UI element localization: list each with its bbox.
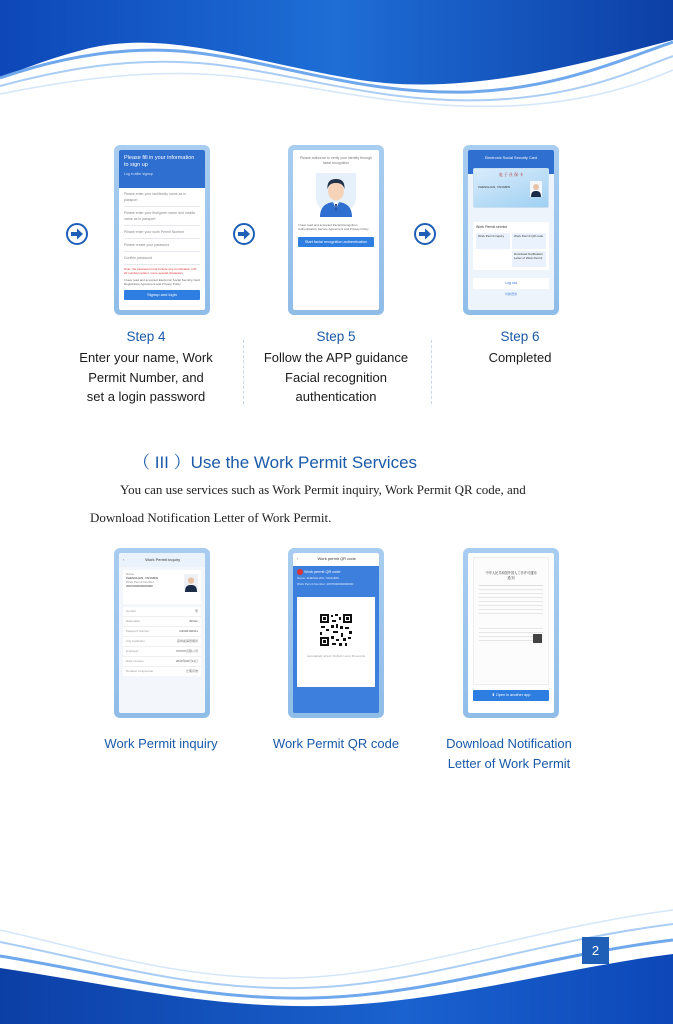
inquiry-screen-phone: [114, 548, 210, 718]
caption-letter-line: Download Notification: [446, 736, 572, 751]
card-title: 电 子 社 保 卡: [498, 172, 524, 177]
signup-screen-phone: [114, 145, 210, 315]
name-label: Name: [126, 572, 135, 576]
inquiry-row: Nationality Britain: [123, 617, 201, 627]
step5-desc-line: Facial recognition: [285, 369, 387, 385]
inquiry-row: Gender 男: [123, 607, 201, 617]
back-chevron-icon[interactable]: ‹: [297, 556, 299, 561]
letter-screen-phone: [463, 548, 559, 718]
face-start-button[interactable]: Start facial recognition authentication: [298, 237, 374, 247]
letter-screen: [468, 553, 554, 713]
caption-letter: [430, 734, 588, 773]
letter-title: 中华人民共和国外国人工作许可通知: [485, 571, 537, 575]
arrow-right-circle-icon: [233, 223, 255, 245]
card-name: ZHENGLIAN, YANGBIN: [478, 185, 511, 189]
qr-name: Name: ZHENGLIAN, YANGBIN: [297, 576, 339, 580]
signup-agree[interactable]: I have read and accepted Electronic Social Security Card Registration Agreement and Privacy Policy: [124, 278, 200, 286]
inquiry-row: Employer XXXXX有限公司: [123, 647, 201, 657]
tile-qr[interactable]: Work Permit QR code: [512, 233, 546, 249]
step4-title: Step 4: [126, 329, 166, 344]
arrow-right-circle-icon: [66, 223, 88, 245]
open-in-another-app-label: Open in another app: [495, 693, 531, 697]
signup-header-sub: Log in after signup: [124, 172, 153, 176]
download-icon: ⬇: [491, 693, 495, 697]
holder-photo-icon: [184, 574, 198, 592]
signup-header-title: Please fill in your information to sign up: [124, 155, 195, 168]
card-photo-icon: [530, 181, 542, 197]
back-chevron-icon[interactable]: ‹: [123, 557, 125, 562]
qr-banner-title: Work permit QR code: [304, 570, 341, 574]
step6-title: Step 6: [500, 329, 540, 344]
card-header: Electronic Social Security Card: [468, 150, 554, 174]
qr-screen-phone: [288, 548, 384, 718]
service-title: Work Permit service: [476, 225, 508, 229]
signup-button[interactable]: Signup and login: [124, 290, 200, 300]
inquiry-header: [119, 553, 205, 567]
card-screen: [468, 150, 554, 310]
card-screen-phone: [463, 145, 559, 315]
step5-title: Step 5: [316, 329, 356, 344]
name-value: ZHENGLIAN, YANGBIN: [126, 576, 159, 580]
qr-screen: [293, 553, 379, 713]
inquiry-row: City Institution 深圳前海管理局: [123, 637, 201, 647]
open-in-another-app-button[interactable]: [473, 690, 549, 701]
tile-inquiry[interactable]: Work Permit inquiry: [476, 233, 510, 249]
face-screen-phone: [288, 145, 384, 315]
signup-field-firstname[interactable]: Please enter your first/given name and middle name as in passport: [124, 211, 196, 221]
step5-desc: [256, 348, 416, 407]
step5-desc-line: authentication: [295, 389, 377, 404]
caption-letter-line: Letter of Work Permit: [447, 755, 571, 771]
step5-desc-line: Follow the APP guidance: [263, 350, 409, 365]
inquiry-row: Date of Issue 2020年08月11日: [123, 657, 201, 667]
column-divider: [431, 340, 432, 404]
inquiry-row: Duration of approval 长期有效: [126, 669, 198, 673]
column-divider: [243, 340, 244, 404]
step4-desc-line: Enter your name, Work: [79, 350, 213, 365]
arrow-right-circle-icon: [414, 223, 436, 245]
inquiry-details: [123, 607, 201, 676]
face-agree[interactable]: I have read and accepted Facial Recognition Authentication Service Agreement and Privacy Policy: [298, 223, 369, 231]
section-paragraph-line2: Download Notification Letter of Work Permit.: [90, 510, 332, 525]
qr-header-title: Work permit QR code: [317, 556, 356, 561]
number-label: Work Permit Number: [126, 580, 154, 584]
face-avatar-icon: [312, 169, 360, 219]
step4-desc-line: Permit Number, and: [88, 369, 204, 385]
qr-header: [293, 553, 379, 566]
inquiry-header-title: Work Permit inquiry: [145, 557, 181, 562]
inquiry-row: Passport Number G3000100911: [123, 627, 201, 637]
letter-subtitle: 通 知: [507, 576, 515, 580]
signup-field-permit[interactable]: Please enter your work Permit Number: [124, 230, 185, 234]
face-screen: [293, 150, 379, 310]
inquiry-name-card: [123, 570, 201, 604]
signup-field-confirm[interactable]: Confirm password: [124, 256, 153, 260]
tile-letter[interactable]: Download Notification Letter of Work Permit: [512, 251, 546, 267]
step4-desc: [66, 348, 226, 407]
step6-desc: [460, 348, 580, 368]
letter-document: [473, 557, 549, 685]
switch-login-link[interactable]: 切换登录: [504, 292, 517, 296]
section-paragraph-line1: You can use services such as Work Permit inquiry, Work Permit QR code, and: [120, 482, 526, 497]
qr-banner: [293, 566, 379, 575]
caption-qr: Work Permit QR code: [272, 736, 400, 751]
qr-refresh-note: Automatically refresh / Refresh / every 60 seconds: [307, 655, 365, 658]
step6-desc-line: Completed: [488, 350, 552, 365]
signup-field-password[interactable]: Please create your password: [124, 243, 170, 247]
social-security-card: [473, 168, 549, 208]
caption-inquiry: Work Permit inquiry: [104, 736, 218, 751]
top-wave-decoration: [0, 0, 673, 110]
face-header: Please authorize to verify your identity through facial recognition: [300, 156, 372, 165]
letter-qr-icon: [533, 634, 542, 643]
signup-field-lastname[interactable]: Please enter your last/family name as in passport: [124, 192, 187, 202]
bottom-wave-decoration: [0, 890, 673, 1024]
work-permit-service-panel: [473, 222, 549, 270]
step4-desc-line: set a login password: [86, 389, 206, 404]
page-number: 2: [582, 937, 609, 964]
signup-warning: Note: the password must include any combination of 8-20 numbers letters, some special characters: [124, 267, 198, 275]
signup-header: [119, 150, 205, 188]
emblem-icon: [297, 569, 303, 575]
section-title: （ III ）Use the Work Permit Services: [133, 453, 418, 472]
signup-screen: [119, 150, 205, 310]
inquiry-screen: [119, 553, 205, 713]
logout-button[interactable]: Log out: [473, 278, 549, 289]
number-value: 2007000000000000: [126, 584, 153, 588]
qr-code-icon: [319, 613, 353, 647]
qr-panel: [297, 597, 375, 687]
qr-number: Work Permit Number: 2007000000000000: [297, 582, 354, 586]
